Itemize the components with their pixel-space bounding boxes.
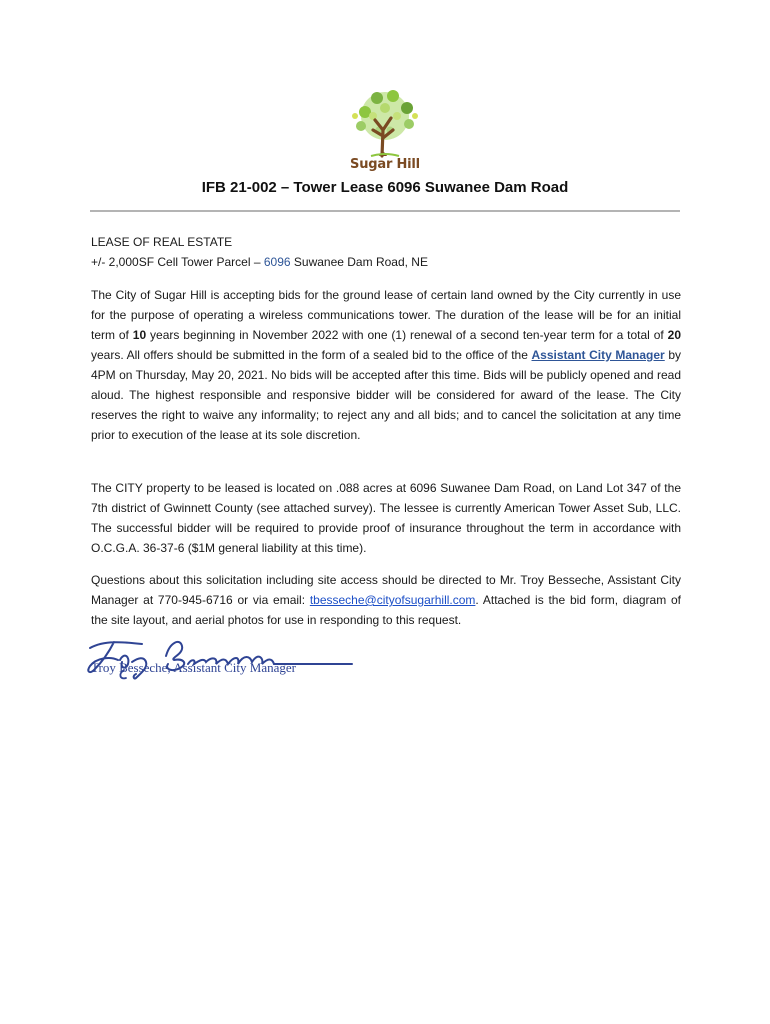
paragraph-bid-invitation — [91, 285, 681, 445]
document-title: IFB 21-002 – Tower Lease 6096 Suwanee Dam Road — [201, 179, 569, 196]
email-link[interactable]: tbesseche@cityofsugarhill.com — [309, 593, 476, 607]
title-divider — [90, 210, 680, 212]
logo-wordmark: Sugar Hill — [350, 157, 420, 172]
p1-text-c: years beginning in November 2022 with one (1) renewal of a second ten-year term for a total of — [146, 328, 668, 342]
assistant-city-manager-link[interactable]: Assistant City Manager — [531, 348, 665, 362]
p1-text-e: years. All offers should be submitted in the form of a sealed bid to the office of the — [91, 348, 532, 362]
p1-text-f: by 4PM on Thursday, May 20, 2021. No bids will be accepted after this time. Bids will be publicly opened and read aloud. The highest responsible and responsive bidder will be considered for award of the lease. The City reserves the right to waive any informality; to reject any and all bids; and to cancel the solicitation at any time prior to execution of the lease at its sole discretion. — [91, 348, 682, 442]
paragraph-property-description: The CITY property to be leased is located on .088 acres at 6096 Suwanee Dam Road, on Land Lot 347 of the 7th district of Gwinnett County (see attached survey). The lessee is currently American Tower Asset Sub, LLC. The successful bidder will be required to provide proof of insurance throughout the term in accordance with O.C.G.A. 36-37-6 ($1M general liability at this time). — [91, 481, 681, 555]
subject-line-1: LEASE OF REAL ESTATE — [91, 235, 233, 249]
p3-text-a: Questions about this solicitation including site access should be directed to Mr. Troy Besseche, Assistant City Manager at 770-945-6716 or via email: — [91, 573, 681, 607]
subject-line-2 — [91, 252, 681, 272]
signatory-name: Troy Besseche, Assistant City Manager — [91, 660, 296, 675]
street-number: 6096 — [263, 255, 291, 269]
subject-suffix: Suwanee Dam Road, NE — [290, 255, 428, 269]
total-term-years: 20 — [667, 328, 681, 342]
p1-text-a: The City of Sugar Hill is accepting bids for the ground lease of certain land owned by the City currently in use for the purpose of operating a wireless communications tower. The duration of the lease will be for an initial term of — [91, 288, 681, 342]
initial-term-years: 10 — [132, 328, 147, 342]
subject-prefix: +/- 2,000SF Cell Tower Parcel – — [91, 255, 264, 269]
p3-text-b: . Attached is the bid form, diagram of the site layout, and aerial photos for use in responding to this request. — [91, 593, 682, 627]
paragraph-contact — [91, 570, 681, 630]
